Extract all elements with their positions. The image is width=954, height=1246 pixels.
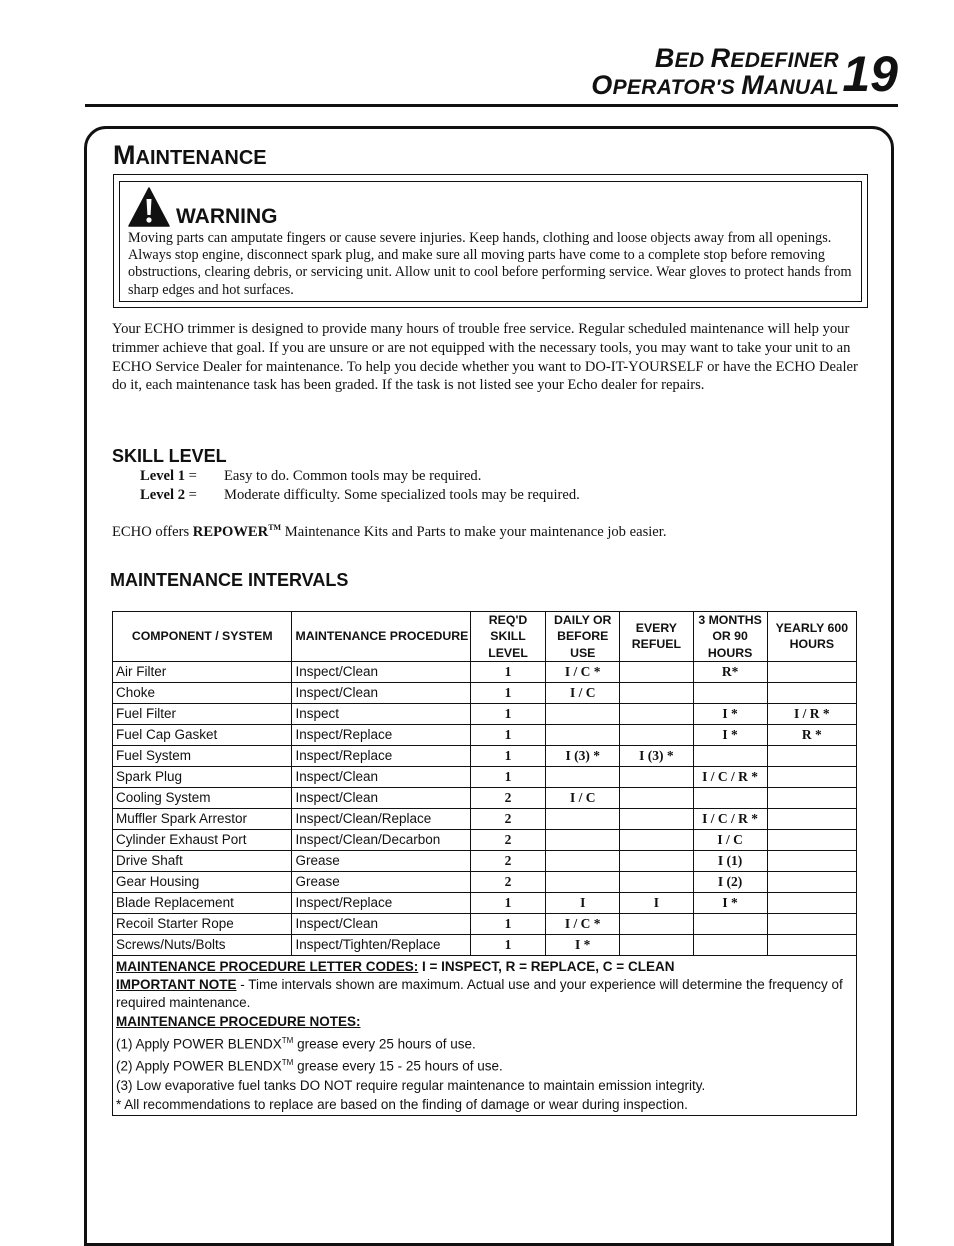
cell-daily — [546, 703, 620, 724]
table-row — [113, 871, 857, 892]
cell-skill-level: 1 — [470, 745, 545, 766]
cell-yearly — [767, 829, 856, 850]
cell-skill-level: 1 — [470, 766, 545, 787]
cell-procedure: Inspect/Replace — [292, 724, 470, 745]
table-row — [113, 808, 857, 829]
table-row — [113, 661, 857, 682]
cell-daily — [546, 808, 620, 829]
cell-component: Cooling System — [113, 787, 292, 808]
cell-component: Air Filter — [113, 661, 292, 682]
cell-refuel: I (3) * — [620, 745, 693, 766]
cell-daily — [546, 829, 620, 850]
cell-daily: I / C — [546, 682, 620, 703]
cell-component: Blade Replacement — [113, 892, 292, 913]
notes-cell: MAINTENANCE PROCEDURE LETTER CODES: I = INSPECT, R = REPLACE, C = CLEAN IMPORTANT NOTE - Time intervals shown are maximum. Actual use and your experience will determine the frequency of required maintenance. MAINTENANCE PROCEDURE NOTES: (1) Apply POWER BLENDX™ grease every 25 hours of use. (2) Apply POWER BLENDX™ grease every 15 - 25 hours of use. (3) Low evaporative fuel tanks DO NOT require regular maintenance to maintain emission integrity. * All recommendations to replace are based on the finding of damage or wear during inspection. — [113, 955, 857, 1115]
cell-daily: I (3) * — [546, 745, 620, 766]
notes-row — [113, 955, 857, 1115]
cell-skill-level: 1 — [470, 703, 545, 724]
table-row — [113, 850, 857, 871]
cell-component: Gear Housing — [113, 871, 292, 892]
cell-yearly — [767, 661, 856, 682]
col-header-component: COMPONENT / SYSTEM — [113, 612, 292, 662]
table-header-row — [113, 612, 857, 662]
cell-skill-level: 1 — [470, 934, 545, 955]
cell-daily: I / C — [546, 787, 620, 808]
cell-component: Cylinder Exhaust Port — [113, 829, 292, 850]
cell-procedure: Inspect/Clean — [292, 787, 470, 808]
cell-three-months — [693, 934, 767, 955]
header-rule — [85, 104, 898, 107]
cell-refuel — [620, 829, 693, 850]
repower-note: ECHO offers REPOWER™ Maintenance Kits and Parts to make your maintenance job easier. — [112, 523, 667, 540]
cell-refuel — [620, 934, 693, 955]
cell-daily — [546, 724, 620, 745]
cell-three-months: I * — [693, 724, 767, 745]
table-row — [113, 934, 857, 955]
cell-refuel — [620, 724, 693, 745]
cell-procedure: Inspect/Clean — [292, 766, 470, 787]
cell-procedure: Inspect/Replace — [292, 892, 470, 913]
cell-yearly — [767, 850, 856, 871]
cell-procedure: Inspect/Clean/Decarbon — [292, 829, 470, 850]
cell-component: Fuel Filter — [113, 703, 292, 724]
cell-procedure: Inspect/Clean — [292, 682, 470, 703]
col-header-yearly: YEARLY 600 HOURS — [767, 612, 856, 662]
cell-yearly: I / R * — [767, 703, 856, 724]
cell-yearly: R * — [767, 724, 856, 745]
cell-procedure: Inspect — [292, 703, 470, 724]
skill-level-heading: SKILL LEVEL — [112, 446, 227, 466]
cell-skill-level: 2 — [470, 808, 545, 829]
cell-refuel — [620, 871, 693, 892]
table-row — [113, 703, 857, 724]
cell-three-months — [693, 682, 767, 703]
cell-component: Muffler Spark Arrestor — [113, 808, 292, 829]
cell-daily: I / C * — [546, 661, 620, 682]
cell-three-months — [693, 745, 767, 766]
cell-yearly — [767, 934, 856, 955]
cell-three-months: I (1) — [693, 850, 767, 871]
warning-text: Moving parts can amputate fingers or cause severe injuries. Keep hands, clothing and loose objects away from all openings. Always stop engine, disconnect spark plug, and make sure all moving parts have come to a complete stop before removing obstructions, clearing debris, or servicing unit. Allow unit to cool before performing service. Wear gloves to protect hands from sharp edges and hot surfaces. — [128, 230, 852, 298]
cell-three-months — [693, 913, 767, 934]
cell-skill-level: 2 — [470, 829, 545, 850]
cell-procedure: Inspect/Clean/Replace — [292, 808, 470, 829]
cell-refuel — [620, 913, 693, 934]
cell-refuel: I — [620, 892, 693, 913]
table-row — [113, 745, 857, 766]
cell-component: Choke — [113, 682, 292, 703]
cell-daily: I / C * — [546, 913, 620, 934]
cell-yearly — [767, 745, 856, 766]
cell-daily — [546, 850, 620, 871]
cell-component: Drive Shaft — [113, 850, 292, 871]
cell-procedure: Grease — [292, 871, 470, 892]
cell-procedure: Grease — [292, 850, 470, 871]
cell-refuel — [620, 661, 693, 682]
cell-three-months — [693, 787, 767, 808]
cell-refuel — [620, 808, 693, 829]
warning-triangle-icon — [128, 187, 170, 227]
cell-refuel — [620, 787, 693, 808]
skill-level-1: Level 1 = Easy to do. Common tools may be required. — [140, 468, 482, 484]
cell-three-months: I / C — [693, 829, 767, 850]
cell-skill-level: 1 — [470, 661, 545, 682]
cell-refuel — [620, 703, 693, 724]
cell-procedure: Inspect/Tighten/Replace — [292, 934, 470, 955]
cell-refuel — [620, 850, 693, 871]
table-row — [113, 829, 857, 850]
table-row — [113, 766, 857, 787]
cell-yearly — [767, 913, 856, 934]
cell-skill-level: 1 — [470, 724, 545, 745]
cell-component: Screws/Nuts/Bolts — [113, 934, 292, 955]
cell-three-months: I / C / R * — [693, 808, 767, 829]
maintenance-intervals-heading: MAINTENANCE INTERVALS — [110, 570, 349, 590]
cell-daily — [546, 766, 620, 787]
cell-daily — [546, 871, 620, 892]
manual-title: BED REDEFINER OPERATOR'S MANUAL — [591, 43, 839, 100]
warning-heading: WARNING — [176, 205, 278, 228]
cell-three-months: R* — [693, 661, 767, 682]
section-title: MAINTENANCE — [113, 140, 267, 170]
cell-skill-level: 1 — [470, 913, 545, 934]
col-header-procedure: MAINTENANCE PROCEDURE — [292, 612, 470, 662]
cell-skill-level: 1 — [470, 682, 545, 703]
cell-skill-level: 2 — [470, 871, 545, 892]
intro-paragraph: Your ECHO trimmer is designed to provide many hours of trouble free service. Regular scheduled maintenance will help your trimmer achieve that goal. If you are unsure or are not equipped with the necessary tools, you may want to take your unit to an ECHO Service Dealer for maintenance. To help you decide whether you want to DO-IT-YOURSELF or have the ECHO Dealer do it, each maintenance task has been graded. If the task is not listed see your Echo dealer for repairs. — [112, 321, 858, 394]
table-row — [113, 913, 857, 934]
cell-three-months: I * — [693, 892, 767, 913]
skill-level-2: Level 2 = Moderate difficulty. Some specialized tools may be required. — [140, 487, 580, 503]
cell-yearly — [767, 808, 856, 829]
cell-skill-level: 1 — [470, 892, 545, 913]
cell-yearly — [767, 766, 856, 787]
cell-component: Fuel System — [113, 745, 292, 766]
cell-skill-level: 2 — [470, 850, 545, 871]
cell-procedure: Inspect/Clean — [292, 913, 470, 934]
cell-refuel — [620, 766, 693, 787]
cell-yearly — [767, 787, 856, 808]
cell-three-months: I * — [693, 703, 767, 724]
cell-daily: I * — [546, 934, 620, 955]
cell-yearly — [767, 892, 856, 913]
cell-refuel — [620, 682, 693, 703]
col-header-refuel: EVERY REFUEL — [620, 612, 693, 662]
cell-component: Fuel Cap Gasket — [113, 724, 292, 745]
table-row — [113, 682, 857, 703]
maintenance-table — [112, 611, 857, 1116]
page-number: 19 — [842, 46, 898, 102]
table-row — [113, 724, 857, 745]
cell-procedure: Inspect/Replace — [292, 745, 470, 766]
cell-three-months: I / C / R * — [693, 766, 767, 787]
col-header-skill: REQ'D SKILL LEVEL — [470, 612, 545, 662]
cell-procedure: Inspect/Clean — [292, 661, 470, 682]
cell-yearly — [767, 682, 856, 703]
table-row — [113, 787, 857, 808]
cell-component: Spark Plug — [113, 766, 292, 787]
cell-skill-level: 2 — [470, 787, 545, 808]
col-header-3-months: 3 MONTHS OR 90 HOURS — [693, 612, 767, 662]
cell-yearly — [767, 871, 856, 892]
table-row — [113, 892, 857, 913]
col-header-daily: DAILY OR BEFORE USE — [546, 612, 620, 662]
cell-component: Recoil Starter Rope — [113, 913, 292, 934]
cell-daily: I — [546, 892, 620, 913]
cell-three-months: I (2) — [693, 871, 767, 892]
